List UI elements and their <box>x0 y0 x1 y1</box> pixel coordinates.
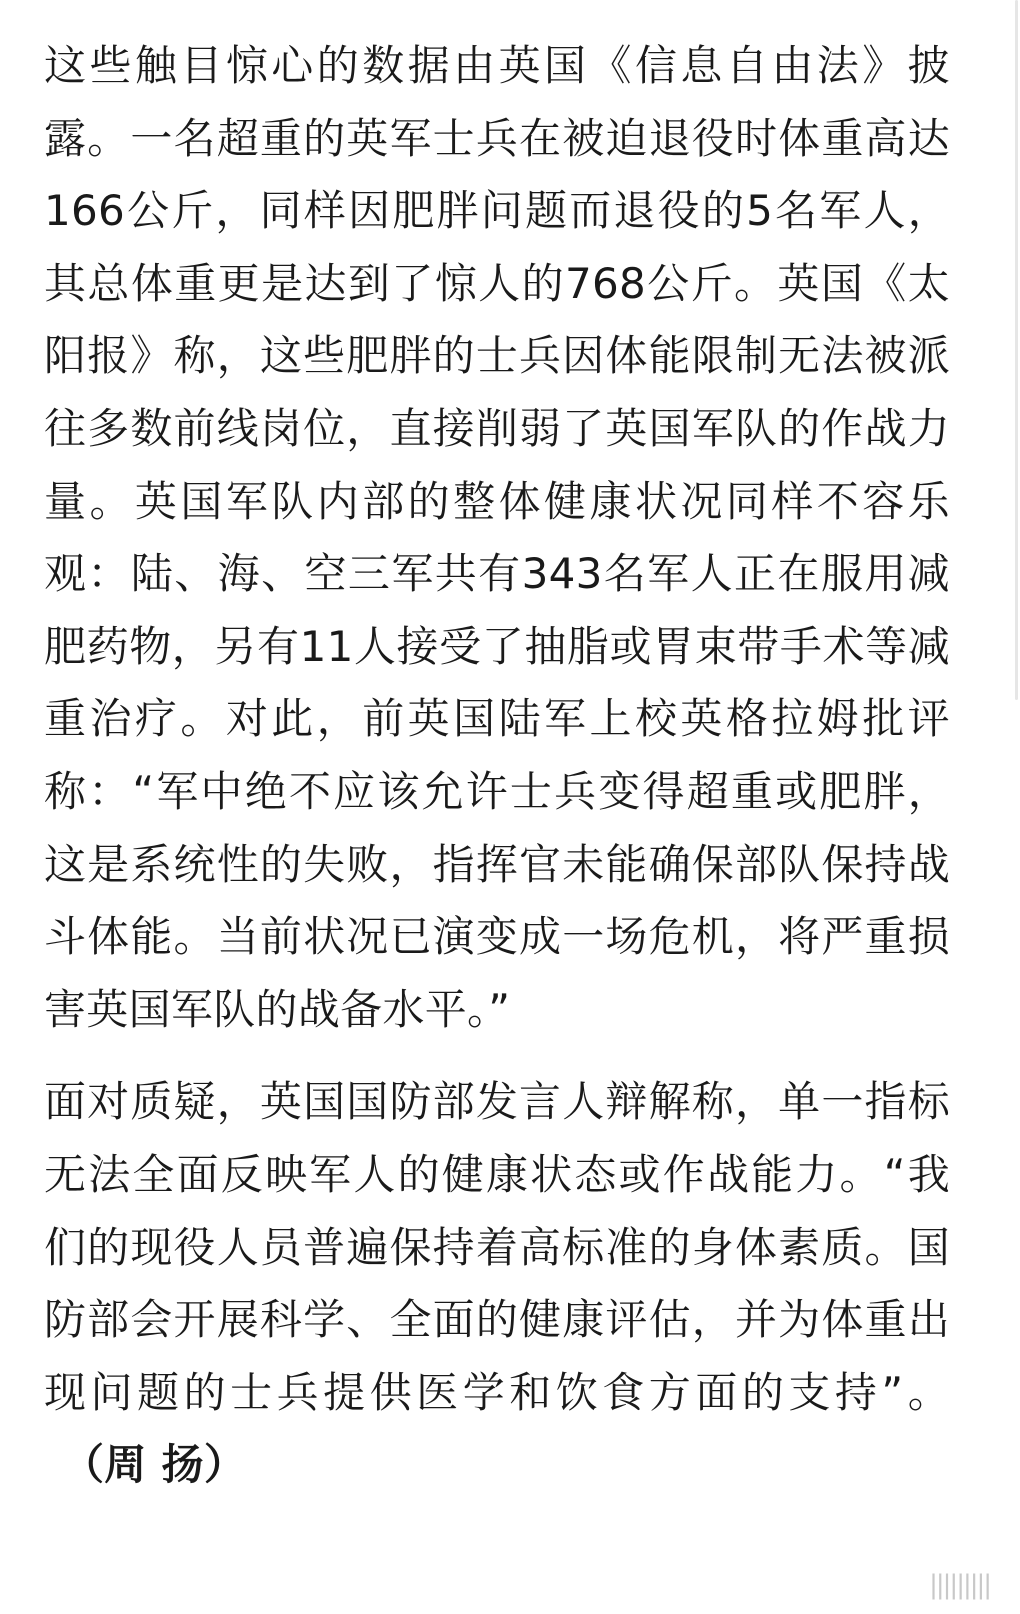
paragraph-2 <box>44 1066 950 1502</box>
paragraph-1-text: 这些触目惊心的数据由英国《信息自由法》披露。一名超重的英军士兵在被迫退役时体重高达166公斤，同样因肥胖问题而退役的5名军人，其总体重更是达到了惊人的768公斤。英国《太阳报》称，这些肥胖的士兵因体能限制无法被派往多数前线岗位，直接削弱了英国军队的作战力量。英国军队内部的整体健康状况同样不容乐观：陆、海、空三军共有343名军人正在服用减肥药物，另有11人接受了抽脂或胃束带手术等减重治疗。对此，前英国陆军上校英格拉姆批评称：“军中绝不应该允许士兵变得超重或肥胖，这是系统性的失败，指挥官未能确保部队保持战斗体能。当前状况已演变成一场危机，将严重损害英国军队的战备水平。” <box>44 41 950 1034</box>
article-body <box>44 30 950 1502</box>
scrollbar[interactable] <box>1015 0 1018 700</box>
byline: （周 扬） <box>62 1440 247 1490</box>
paragraph-1 <box>44 30 950 1046</box>
watermark: ||||||||| <box>929 1570 990 1600</box>
paragraph-2-text: 面对质疑，英国国防部发言人辩解称，单一指标无法全面反映军人的健康状态或作战能力。“我们的现役人员普遍保持着高标准的身体素质。国防部会开展科学、全面的健康评估，并为体重出现问题的士兵提供医学和饮食方面的支持”。 <box>44 1077 950 1417</box>
